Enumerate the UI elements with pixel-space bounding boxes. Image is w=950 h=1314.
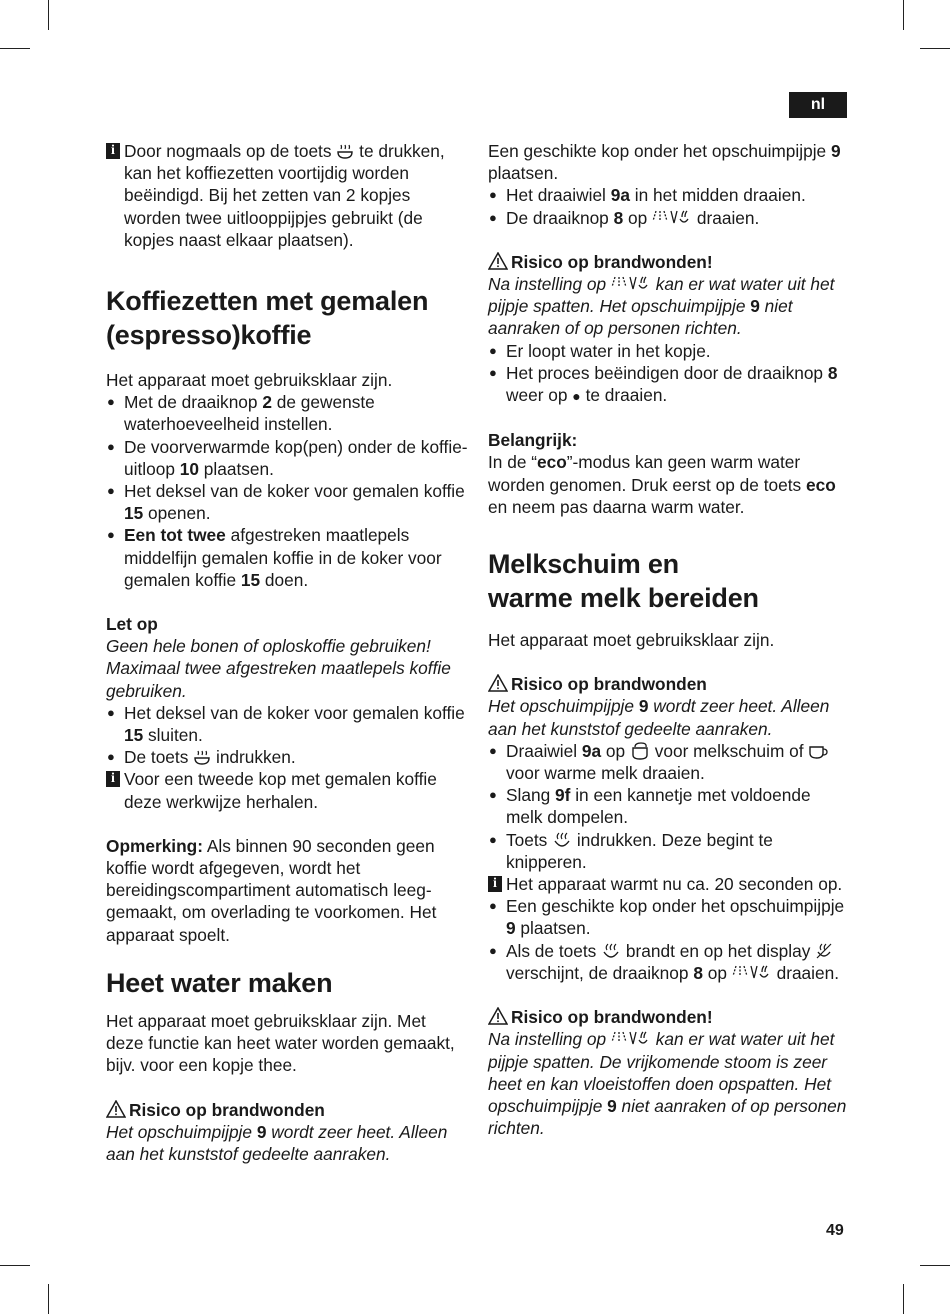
left-column <box>106 140 468 1165</box>
notice-text: Geen hele bonen of oploskoffie gebruiken! Maximaal twee afgestreken maatlepels koffie gebruiken. <box>106 636 451 701</box>
warning-text: Het opschuimpijpje 9 wordt zeer heet. Alleen aan het kunststof gedeelte aanraken. <box>488 696 830 739</box>
list-item: ● Een tot twee afgestreken maatlepels middelfijn gemalen koffie in de koker voor gemalen koffie 15 doen. <box>106 524 468 591</box>
paragraph: Een geschikte kop onder het opschuimpijpje 9 plaatsen. <box>488 141 841 184</box>
paragraph: Het apparaat moet gebruiksklaar zijn. <box>106 370 393 391</box>
section-heading: Koffiezetten met gemalen (espresso)koffie <box>106 286 429 351</box>
list-item: ● Het proces beëindigen door de draaiknop 8 weer op ● te draaien. <box>488 362 850 407</box>
warning-triangle-icon <box>488 674 508 692</box>
coffee-cup-icon <box>336 144 354 160</box>
crop-mark <box>903 1284 904 1314</box>
paragraph: Het apparaat moet gebruiksklaar zijn. Met deze functie kan heet water worden gemaakt, bijv. voor een kopje thee. <box>106 1010 455 1076</box>
list-item: ● Draaiwiel 9a op voor melkschuim of voor warme melk draaien. <box>488 740 850 784</box>
warning-heading: Risico op brandwonden! <box>488 1006 850 1028</box>
list-item: ● Het deksel van de koker voor gemalen koffie 15 sluiten. <box>106 702 468 746</box>
info-note: i Voor een tweede kop met gemalen koffie deze werkwijze herhalen. <box>106 768 468 812</box>
warning-text: Na instelling op kan er wat water uit het pijpje spatten. De vrijkomende stoom is zeer heet en kan vloeistoffen doen opspatten. Het opschuimpijpje 9 niet aanraken of op personen richten. <box>488 1029 847 1139</box>
info-icon: i <box>106 143 120 159</box>
info-note: i Het apparaat warmt nu ca. 20 seconden op. <box>488 873 850 895</box>
dot-symbol-icon: ● <box>572 388 581 405</box>
notice-heading: Belangrijk: <box>488 430 578 451</box>
list-item: ● Met de draaiknop 2 de gewenste waterhoeveelheid instellen. <box>106 391 468 435</box>
display-steam-icon <box>815 942 833 960</box>
list-item: ● Slang 9f in een kannetje met voldoende melk dompelen. <box>488 784 850 828</box>
page-number: 49 <box>826 1222 844 1239</box>
warning-heading: Risico op brandwonden <box>488 673 850 695</box>
list-item: ● Een geschikte kop onder het opschuimpijpje 9 plaatsen. <box>488 895 850 939</box>
steam-icon <box>601 942 621 960</box>
milk-foam-cup-icon <box>630 742 650 760</box>
crop-mark <box>920 1265 950 1266</box>
list-item: ● De voorverwarmde kop(pen) onder de koffie-uitloop 10 plaatsen. <box>106 436 468 480</box>
notice-heading: Let op <box>106 614 158 635</box>
crop-mark <box>0 1265 30 1266</box>
list-item: ● Als de toets brandt en op het display verschijnt, de draaiknop 8 op draaien. <box>488 940 850 984</box>
info-note: i Door nogmaals op de toets te drukken, kan het koffiezetten voortijdig worden beëindigd. Bij het zetten van 2 kopjes worden twee uitlooppijpjes gebruikt (de kopjes naast elkaar plaatsen). <box>106 140 468 251</box>
warm-milk-cup-icon <box>808 744 828 760</box>
remark: Opmerking: Als binnen 90 seconden geen koffie wordt afgegeven, wordt het bereidingscompartiment automatisch leeg-gemaakt, om overlading te voorkomen. Het apparaat spoelt. <box>106 835 437 945</box>
list-item: ● Toets indrukken. Deze begint te knipperen. <box>488 829 850 873</box>
hot-water-steam-icon <box>732 964 772 982</box>
section-heading: Melkschuim en warme melk bereiden <box>488 549 759 614</box>
warning-heading: Risico op brandwonden <box>106 1099 468 1121</box>
hot-water-steam-icon <box>611 275 651 293</box>
language-tab: nl <box>789 92 847 118</box>
paragraph: Het apparaat moet gebruiksklaar zijn. <box>488 630 775 651</box>
crop-mark <box>48 0 49 30</box>
info-icon: i <box>488 876 502 892</box>
warning-text: Na instelling op kan er wat water uit het pijpje spatten. Het opschuimpijpje 9 niet aanraken of op personen richten. <box>488 274 835 339</box>
list-item: ● Het deksel van de koker voor gemalen koffie 15 openen. <box>106 480 468 524</box>
warning-triangle-icon <box>106 1100 126 1118</box>
list-item: ● Er loopt water in het kopje. <box>488 340 850 362</box>
crop-mark <box>48 1284 49 1314</box>
info-icon: i <box>106 771 120 787</box>
warning-triangle-icon <box>488 252 508 270</box>
list-item: ● De toets indrukken. <box>106 746 468 768</box>
coffee-cup-icon <box>193 750 211 766</box>
crop-mark <box>903 0 904 30</box>
steam-icon <box>552 831 572 849</box>
list-item: ● De draaiknop 8 op draaien. <box>488 207 850 229</box>
crop-mark <box>0 48 30 49</box>
crop-mark <box>920 48 950 49</box>
list-item: ● Het draaiwiel 9a in het midden draaien. <box>488 184 850 206</box>
warning-triangle-icon <box>488 1007 508 1025</box>
right-column <box>488 140 850 1139</box>
section-heading: Heet water maken <box>106 967 333 998</box>
warning-heading: Risico op brandwonden! <box>488 251 850 273</box>
paragraph: In de “eco”-modus kan geen warm water worden genomen. Druk eerst op de toets eco en neem pas daarna warm water. <box>488 452 836 517</box>
warning-text: Het opschuimpijpje 9 wordt zeer heet. Alleen aan het kunststof gedeelte aanraken. <box>106 1121 448 1164</box>
hot-water-steam-icon <box>611 1030 651 1048</box>
hot-water-steam-icon <box>652 209 692 227</box>
